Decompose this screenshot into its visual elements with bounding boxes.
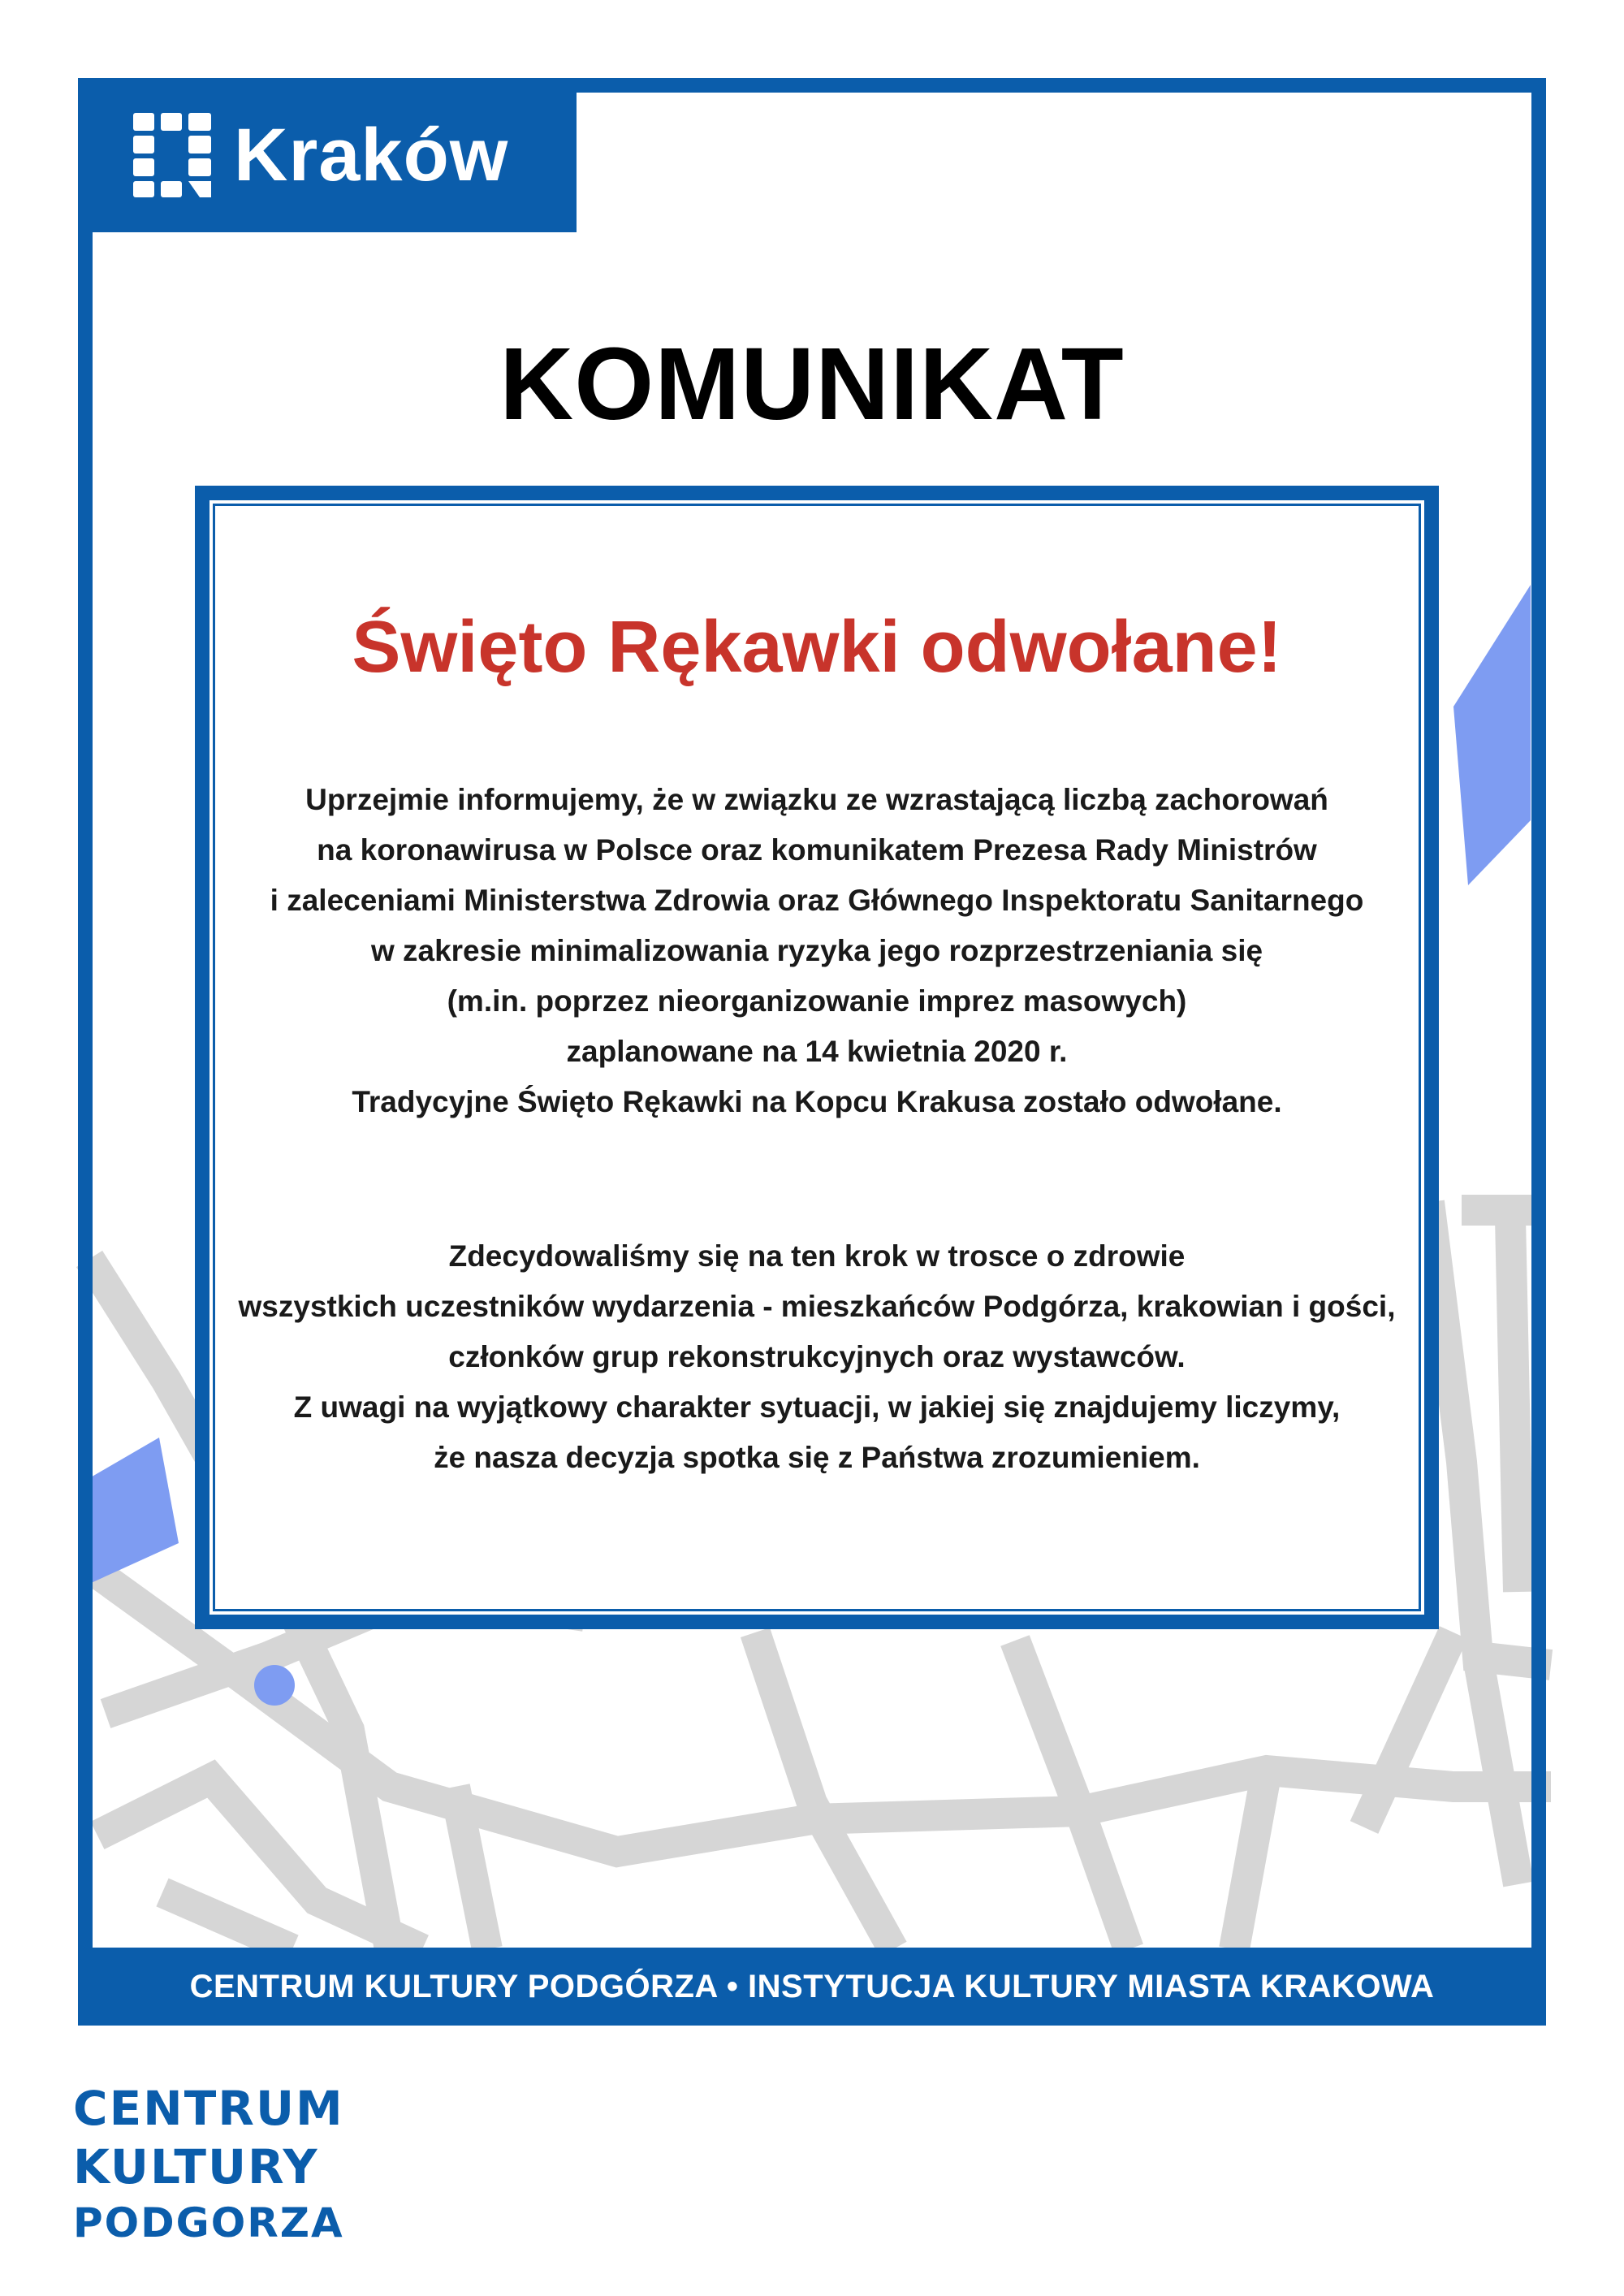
- page-title: KOMUNIKAT: [499, 326, 1125, 441]
- text-line: że nasza decyzja spotka się z Państwa zrozumieniem.: [434, 1441, 1200, 1474]
- org-logo-line-1: CENTRUM: [73, 2081, 344, 2136]
- organization-logo: [73, 2079, 344, 2250]
- text-line: zaplanowane na 14 kwietnia 2020 r.: [566, 1035, 1068, 1068]
- city-logo: [78, 78, 577, 232]
- city-logo-text: Kraków: [234, 113, 509, 197]
- announcement-headline: Święto Rękawki odwołane!: [352, 607, 1282, 688]
- text-line: w zakresie minimalizowania ryzyka jego rozprzestrzeniania się: [370, 934, 1263, 967]
- text-line: członków grup rekonstrukcyjnych oraz wystawców.: [448, 1340, 1186, 1373]
- text-line: Tradycyjne Święto Rękawki na Kopcu Krakusa zostało odwołane.: [352, 1085, 1282, 1118]
- text-line: wszystkich uczestników wydarzenia - mieszkańców Podgórza, krakowian i gości,: [238, 1290, 1396, 1323]
- text-line: Z uwagi na wyjątkowy charakter sytuacji, w jakiej się znajdujemy liczymy,: [293, 1390, 1341, 1424]
- announcement-paragraph-1: [209, 775, 1424, 1127]
- announcement-paragraph-2: [209, 1231, 1424, 1483]
- text-line: i zaleceniami Ministerstwa Zdrowia oraz Głównego Inspektoratu Sanitarnego: [270, 884, 1364, 917]
- text-line: na koronawirusa w Polsce oraz komunikatem Prezesa Rady Ministrów: [317, 833, 1317, 867]
- footer-text: CENTRUM KULTURY PODGÓRZA • INSTYTUCJA KULTURY MIASTA KRAKOWA: [189, 1968, 1435, 2004]
- announcement-box: [195, 486, 1439, 1629]
- text-line: (m.in. poprzez nieorganizowanie imprez masowych): [447, 984, 1187, 1018]
- krakow-logo-icon: [133, 113, 211, 197]
- org-logo-line-2: KULTURY: [73, 2139, 319, 2194]
- text-line: Uprzejmie informujemy, że w związku ze wzrastającą liczbą zachorowań: [305, 783, 1328, 816]
- footer-bar: [78, 1948, 1546, 2026]
- org-logo-line-3: PODGORZA: [73, 2199, 344, 2246]
- text-line: Zdecydowaliśmy się na ten krok w trosce o zdrowie: [448, 1239, 1186, 1273]
